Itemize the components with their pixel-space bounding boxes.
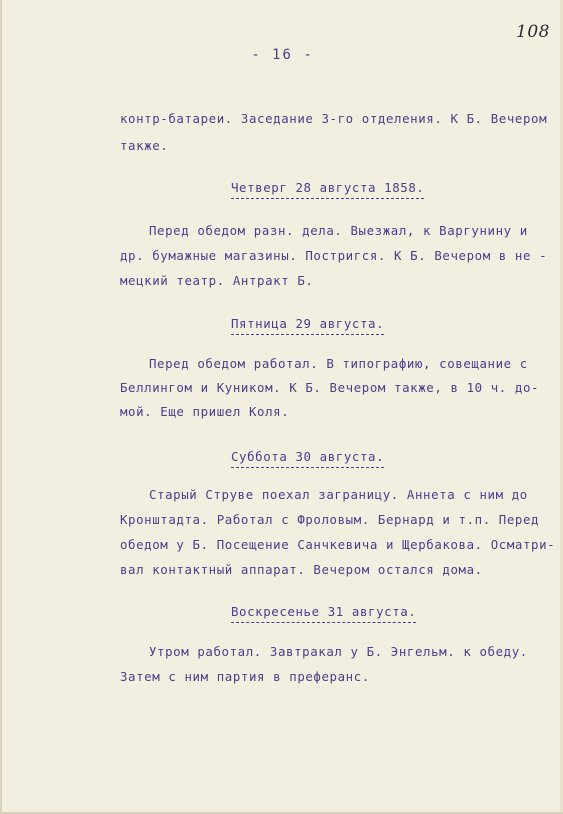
page-number: - 16 - xyxy=(251,47,314,63)
text-line: др. бумажные магазины. Постригся. К Б. Вечером в не - xyxy=(120,248,548,263)
text-line: вал контактный аппарат. Вечером остался дома. xyxy=(120,562,483,577)
text-line: контр-батареи. Заседание 3-го отделения. К Б. Вечером xyxy=(120,111,548,126)
text-line: Беллингом и Куником. К Б. Вечером также, в 10 ч. до- xyxy=(120,380,540,395)
archive-page-number: 108 xyxy=(516,22,550,42)
text-line: Перед обедом разн. дела. Выезжал, к Варгунину и xyxy=(149,223,528,238)
entry-heading-thursday: Четверг 28 августа 1858. xyxy=(231,180,424,199)
text-line: мой. Еще пришел Коля. xyxy=(120,404,290,419)
entry-heading-friday: Пятница 29 августа. xyxy=(231,316,384,335)
text-line: Утром работал. Завтракал у Б. Энгельм. к обеду. xyxy=(149,644,528,659)
text-line: Перед обедом работал. В типографию, совещание с xyxy=(149,356,528,371)
text-line: Старый Струве поехал заграницу. Аннета с ним до xyxy=(149,487,528,502)
text-line: обедом у Б. Посещение Санчкевича и Щербакова. Осматри- xyxy=(120,537,556,552)
text-line: Кронштадта. Работал с Фроловым. Бернард и т.п. Перед xyxy=(120,512,540,527)
text-line: мецкий театр. Антракт Б. xyxy=(120,273,314,288)
text-line: Затем с ним партия в преферанс. xyxy=(120,669,370,684)
text-line: также. xyxy=(120,138,169,153)
entry-heading-sunday: Воскресенье 31 августа. xyxy=(231,604,416,623)
entry-heading-saturday: Суббота 30 августа. xyxy=(231,449,384,468)
